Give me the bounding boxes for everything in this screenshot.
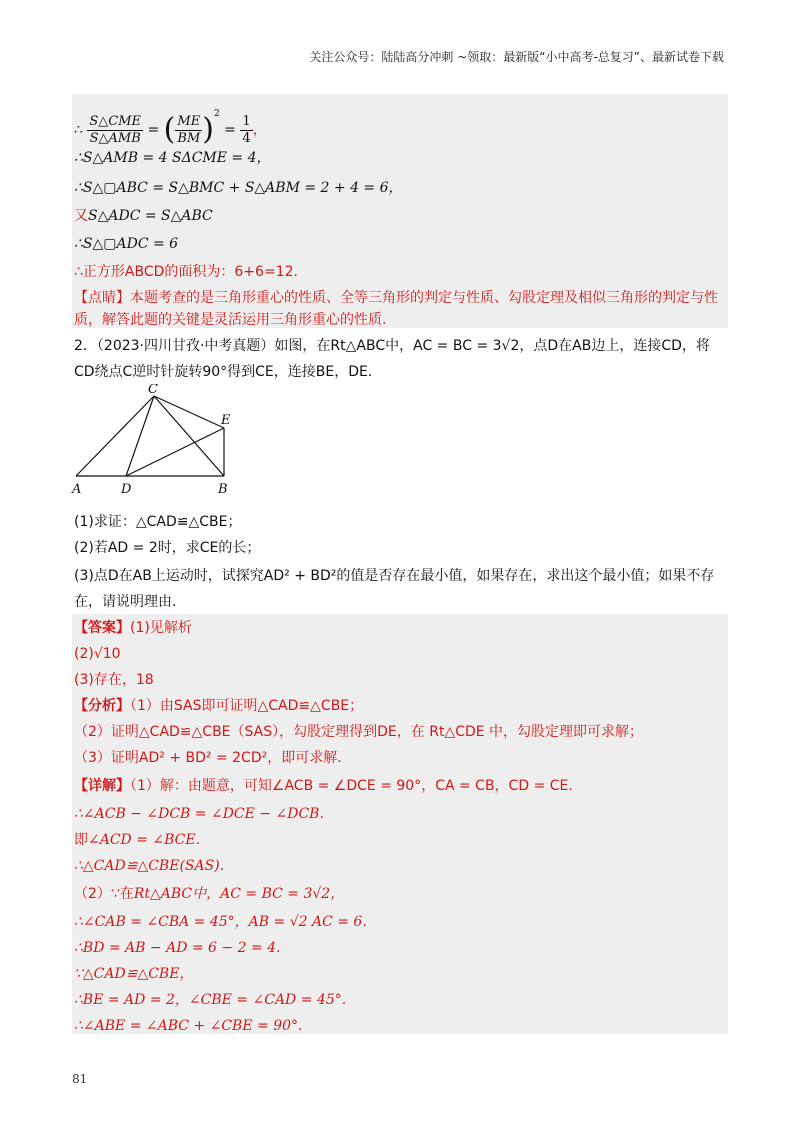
area-ratio-fraction: [87, 114, 143, 147]
analysis-tag: 【分析】: [74, 698, 130, 714]
prefix-text: 即: [74, 832, 88, 848]
detail-line: ∴△CAD≌△CBE(SAS).: [74, 858, 225, 874]
fraction-numerator: ME: [175, 114, 202, 131]
analysis-line: （2）证明△CAD≌△CBE（SAS），勾股定理得到DE，在 Rt△CDE 中，勾股定理即可求解；: [74, 724, 644, 740]
analysis-text: （1）由SAS即可证明△CAD≌△CBE；: [130, 698, 364, 714]
comment-line: 质，解答此题的关键是灵活运用三角形重心的性质.: [74, 312, 387, 328]
left-paren: (: [163, 112, 176, 147]
detail-line: ∴∠ACB − ∠DCB = ∠DCE − ∠DCB.: [74, 806, 324, 822]
comment-line: [74, 288, 718, 308]
equation-line: ∴S△▢ADC = 6: [74, 236, 179, 252]
detail-tag: 【详解】: [74, 778, 130, 794]
detail-line: ∵△CAD≌△CBE，: [74, 966, 194, 982]
prefix-text: （2）∵在: [74, 886, 134, 902]
detail-line: ∴BE = AD = 2，∠CBE = ∠CAD = 45°.: [74, 992, 347, 1008]
detail-line: [74, 830, 200, 850]
question-1: (1)求证：△CAD≌△CBE；: [74, 514, 242, 530]
ratio-line: [74, 96, 267, 148]
label-C: C: [148, 384, 158, 397]
answer-line: [74, 618, 192, 638]
fraction-denominator: BM: [177, 130, 201, 146]
question-3: (3)点D在AB上运动时，试探究AD² + BD²的值是否存在最小值，如果存在，求出这个最小值；如果不存: [74, 568, 715, 584]
equals-sign: =: [224, 122, 236, 138]
page-header: 关注公众号：陆陆高分冲刺 ~领取：最新版“小中高考-总复习”、最新试卷下载: [309, 50, 724, 64]
segment-AC: [76, 396, 154, 476]
detail-line: [74, 884, 344, 904]
geometry-figure: [68, 384, 248, 504]
fraction-denominator: 4: [242, 130, 251, 146]
fraction-numerator: S△CME: [89, 113, 142, 129]
label-B: B: [218, 482, 228, 497]
comma: ，: [252, 122, 267, 138]
analysis-line: （3）证明AD² + BD² = 2CD²，即可求解.: [74, 750, 342, 766]
answer-tag: 【答案】: [74, 620, 130, 636]
conclusion-line: ∴正方形ABCD的面积为：6+6=12.: [74, 264, 298, 280]
equation-line: [74, 206, 213, 226]
detail-text: ∠ACD = ∠BCE.: [88, 832, 201, 848]
detail-text: Rt△ABC中，AC = BC = 3√2，: [133, 886, 345, 902]
fraction-numerator: 1: [242, 113, 251, 129]
problem-statement: CD绕点C逆时针旋转90°得到CE，连接BE，DE.: [74, 364, 373, 380]
result-fraction: [240, 114, 252, 147]
comment-text: 本题考查的是三角形重心的性质、全等三角形的判定与性质、勾股定理及相似三角形的判定与性: [130, 290, 718, 306]
equation-line: ∴S△AMB = 4 SΔCME = 4，: [74, 150, 271, 166]
equation-text: S△ADC = S△ABC: [88, 208, 213, 224]
right-paren: ): [202, 112, 214, 147]
answer-text: (1)见解析: [130, 620, 192, 636]
equation-line: ∴S△▢ABC = S△BMC + S△ABM = 2 + 4 = 6，: [74, 180, 403, 196]
exponent: 2: [213, 109, 220, 119]
label-A: A: [72, 482, 82, 497]
detail-line: [74, 776, 573, 796]
page-number: 81: [72, 1072, 88, 1086]
label-D: D: [121, 482, 132, 497]
detail-text: （1）解：由题意，可知∠ACB = ∠DCE = 90°，CA = CB，CD = CE.: [130, 778, 573, 794]
fraction-denominator: S△AMB: [89, 130, 141, 146]
problem-statement: 2．（2023·四川甘孜·中考真题）如图，在Rt△ABC中，AC = BC = 3√2，点D在AB边上，连接CD，将: [74, 338, 710, 354]
equals-sign: =: [147, 122, 160, 138]
analysis-line: [74, 696, 363, 716]
detail-line: ∴∠CAB = ∠CBA = 45°，AB = √2 AC = 6.: [74, 914, 367, 930]
comment-tag: 【点睛】: [74, 290, 130, 306]
detail-line: ∴∠ABE = ∠ABC + ∠CBE = 90°.: [74, 1018, 303, 1034]
answer-line: (3)存在，18: [74, 672, 154, 688]
question-3-cont: 在，请说明理由.: [74, 594, 177, 610]
detail-line: ∴BD = AB − AD = 6 − 2 = 4.: [74, 940, 281, 956]
answer-line: (2)√10: [74, 646, 121, 662]
prefix-text: 又: [74, 208, 88, 224]
therefore-symbol: ∴: [74, 122, 83, 138]
segment-CE: [154, 396, 224, 428]
segment-CB: [154, 396, 224, 476]
label-E: E: [221, 413, 231, 428]
question-2: (2)若AD = 2时，求CE的长；: [74, 540, 261, 556]
side-ratio-fraction: [175, 114, 202, 147]
